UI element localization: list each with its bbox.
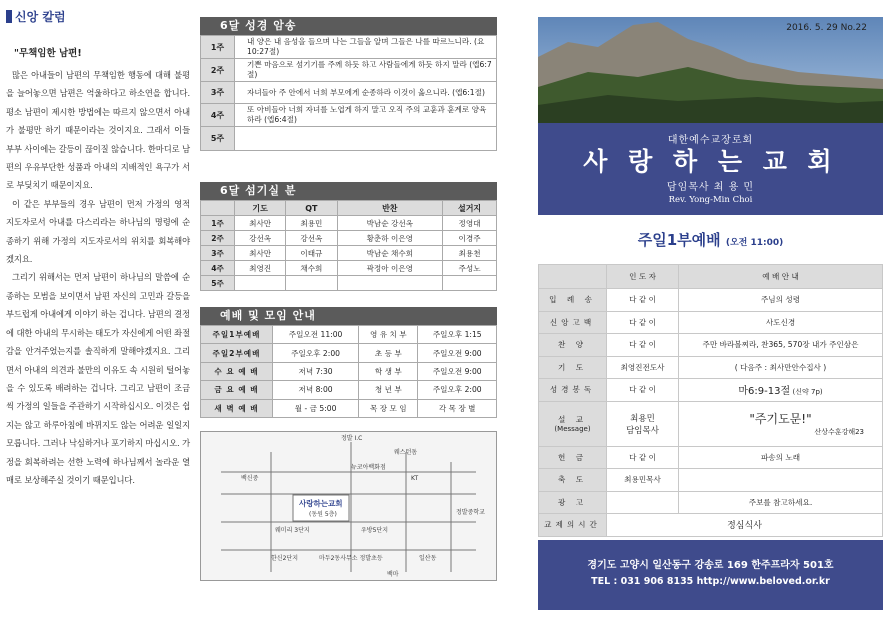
duty-cell: 최사만 [235, 216, 286, 231]
column-header: 반찬 [337, 201, 443, 216]
order-leader: 다 같 이 [607, 311, 679, 334]
order-label: 입 례 송 [539, 289, 607, 312]
table-row [539, 401, 883, 446]
order-content [679, 469, 883, 492]
order-leader [607, 491, 679, 514]
week-cell: 1주 [201, 36, 235, 59]
duty-cell: 이경주 [443, 231, 497, 246]
order-leader: 다 같 이 [607, 289, 679, 312]
faith-column [6, 8, 190, 613]
service-name: 주일1부예배 [201, 326, 273, 344]
map-label: 백마 [387, 570, 399, 578]
map-label: 일산동 [419, 554, 437, 562]
duty-cell: 정영대 [443, 216, 497, 231]
column-paragraph: 많은 아내들이 남편의 무책임한 행동에 대해 불평을 늘어놓으면 남편은 억울하다고 하소연을 합니다. 평소 남편이 제시한 방법에는 따르지 않으면서 아내가 불평만 하기 때문이라는 것이지요. 그래서 이들 부부 사이에는 갈등이 끊이질 않습니다. 한마디로 남편의 우유부단한 성품과 아내의 지배적인 욕구가 서로 부딪치기 때문이지요. [6, 70, 190, 191]
table-row [201, 381, 497, 399]
order-content: 주보를 참고하세요. [679, 491, 883, 514]
table-row [539, 514, 883, 537]
map-label: (동원 5층) [309, 510, 337, 518]
schedule-title: 예배 및 모임 안내 [200, 307, 497, 325]
order-content: 사도신경 [679, 311, 883, 334]
recitation-title: 6달 성경 암송 [200, 17, 497, 35]
verse-cell [235, 127, 497, 151]
denomination: 대한예수교장로회 [667, 135, 754, 146]
map-church-label: 사랑하는교회 [299, 498, 343, 508]
service-name: 새 벽 예 배 [201, 399, 273, 417]
week-cell: 2주 [201, 231, 235, 246]
service-name: 수 요 예 배 [201, 362, 273, 380]
duty-cell: 박남순 채수희 [337, 246, 443, 261]
column-header: 인 도 자 [607, 265, 679, 289]
order-label: 성경봉독 [539, 379, 607, 402]
duty-cell: 최용천 [443, 246, 497, 261]
map-label: 정발중학교 [456, 508, 485, 516]
service-name: 금 요 예 배 [201, 381, 273, 399]
duty-cell: 최영진 [235, 261, 286, 276]
schedule-table [200, 325, 497, 418]
duty-cell: 박남순 강선옥 [337, 216, 443, 231]
service-name: 주일2부예배 [201, 344, 273, 362]
service-time: 월 - 금 5:00 [273, 399, 359, 417]
mountain-photo [538, 17, 883, 123]
service-time: 저녁 7:30 [273, 362, 359, 380]
map-label: 백신중 [241, 474, 259, 482]
service-time: 주일오전 11:00 [273, 326, 359, 344]
table-row [201, 276, 497, 291]
table-row [201, 399, 497, 417]
column-header: 기도 [235, 201, 286, 216]
duty-table [200, 200, 497, 291]
map-label: 뉴코아백화점 [351, 463, 386, 471]
table-row [201, 231, 497, 246]
service-time: (오전 11:00) [725, 238, 784, 248]
column-header: QT [286, 201, 337, 216]
verse-cell: 또 아비들아 너희 자녀를 노엽게 하지 말고 오직 주의 교훈과 훈계로 양육하라 (엡6:4절) [235, 104, 497, 127]
order-content: 파송의 노래 [679, 446, 883, 469]
pastor-name: 담임목사 최 용 민 [666, 182, 755, 193]
duty-cell: 강선옥 [286, 231, 337, 246]
worship-order-table [538, 264, 883, 537]
table-row [539, 311, 883, 334]
table-row [201, 344, 497, 362]
heading-bar-icon [6, 10, 12, 23]
order-content: 주님의 성령 [679, 289, 883, 312]
map-label: 웨미리 3단지 [275, 526, 310, 534]
group-name: 영 유 치 부 [359, 326, 418, 344]
table-row [201, 127, 497, 151]
church-contact: TEL : 031 906 8135 http://www.beloved.or.kr [591, 575, 830, 587]
table-row [201, 36, 497, 59]
map-label: KT [411, 474, 419, 482]
order-label: 신앙고백 [539, 311, 607, 334]
order-leader: 최용민목사 [607, 469, 679, 492]
duty-cell: 최용민 [286, 216, 337, 231]
table-row [539, 469, 883, 492]
table-row [539, 334, 883, 357]
table-row [201, 59, 497, 82]
church-name: 사 랑 하 는 교 회 [583, 147, 838, 176]
duty-cell: 최사만 [235, 246, 286, 261]
group-name: 초 등 부 [359, 344, 418, 362]
week-cell: 5주 [201, 127, 235, 151]
table-row [201, 326, 497, 344]
group-name: 목 장 모 임 [359, 399, 418, 417]
order-leader: 최용민 담임목사 [607, 401, 679, 446]
middle-column [200, 17, 497, 581]
order-leader: 다 같 이 [607, 334, 679, 357]
cover-column [538, 17, 883, 610]
map-label: 웨스턴돔 [394, 448, 418, 456]
verse-cell: 자녀들아 주 안에서 너희 부모에게 순종하라 이것이 옳으니라. (엡6:1절) [235, 82, 497, 104]
verse-cell: 기쁜 마음으로 섬기기를 주께 하듯 하고 사람들에게 하듯 하지 말라 (엡6:7절) [235, 59, 497, 82]
table-header-row [201, 201, 497, 216]
duty-cell: 황춘하 이은영 [337, 231, 443, 246]
order-label: 광 고 [539, 491, 607, 514]
table-row [539, 289, 883, 312]
issue-date: 2016. 5. 29 No.22 [786, 23, 867, 33]
duty-cell: 주성노 [443, 261, 497, 276]
service-time: 각 목 장 별 [418, 399, 497, 417]
table-row [539, 356, 883, 379]
service-time: 주일오후 2:00 [418, 381, 497, 399]
map-drawing [201, 432, 496, 580]
column-header [201, 201, 235, 216]
service-title: 주일1부예배 (오전 11:00) [637, 231, 784, 249]
order-leader: 다 같 이 [607, 446, 679, 469]
order-label: 설 교 (Message) [539, 401, 607, 446]
week-cell: 1주 [201, 216, 235, 231]
table-row [201, 261, 497, 276]
church-banner [538, 123, 883, 215]
table-row [201, 362, 497, 380]
table-row [539, 446, 883, 469]
order-leader: 최영진전도사 [607, 356, 679, 379]
column-paragraph: 그리기 위해서는 먼저 남편이 하나님의 말씀에 순종하는 모범을 보이면서 남편 자신의 고민과 갈등을 부드럽게 아내에게 이야기 하는 겁니다. 남편의 결정에 대한 아내의 무시하는 태도가 자신에게 어떤 좌절감을 안겨주었는지를 솔직하게 말해야겠지요. 그리면서 아내의 의견과 불만의 이유도 속 시원히 털어놓을 수 있도록 배려하는 겁니다. 그리고 남편이 조금씩 가정의 일들을 주관하기 시작하십시오. 이것은 쉽지는 않고 하루아침에 바뀌지도 않는 어려운 일일지 모릅니다. 그러나 낙심하거나 포기하지 마십시오. 가정을 회복하려는 선한 노력에 하나님께서 놀라운 열매로 보상해주실 것이기 때문입니다. [6, 272, 190, 485]
table-row [201, 104, 497, 127]
order-label: 축 도 [539, 469, 607, 492]
duty-cell: 강선옥 [235, 231, 286, 246]
service-time: 주일오전 9:00 [418, 362, 497, 380]
church-address: 경기도 고양시 일산동구 강송로 169 한주프라자 501호 [587, 559, 834, 571]
order-label: 헌 금 [539, 446, 607, 469]
column-header: 설거지 [443, 201, 497, 216]
duty-cell [337, 276, 443, 291]
group-name: 학 생 부 [359, 362, 418, 380]
duty-title: 6달 섬기실 분 [200, 182, 497, 200]
week-cell: 3주 [201, 246, 235, 261]
duty-cell [286, 276, 337, 291]
duty-cell: 곽정아 이은영 [337, 261, 443, 276]
duty-cell: 채수희 [286, 261, 337, 276]
duty-cell [235, 276, 286, 291]
map-label: 우방5단지 [361, 526, 389, 534]
duty-cell [443, 276, 497, 291]
table-row [539, 379, 883, 402]
column-subtitle: "무책임한 남편! [14, 48, 82, 59]
duty-cell: 이태규 [286, 246, 337, 261]
order-label: 교제의시간 [539, 514, 607, 537]
service-time: 주일오후 2:00 [273, 344, 359, 362]
table-row [201, 246, 497, 261]
table-header-row [539, 265, 883, 289]
week-cell: 3주 [201, 82, 235, 104]
map-label: 정발 I.C [341, 434, 363, 442]
service-time: 주일오후 1:15 [418, 326, 497, 344]
week-cell: 4주 [201, 261, 235, 276]
order-content: 마6:9-13절 (신약 7p) [679, 379, 883, 402]
pastor-english-name: Rev. Yong-Min Choi [668, 195, 753, 205]
verse-cell: 내 양은 내 음성을 들으며 나는 그들을 알며 그들은 나를 따르느니라. (요10:27절) [235, 36, 497, 59]
column-paragraph: 이 같은 부부들의 경우 남편이 먼저 가정의 영적 지도자로서 아내를 다스리라는 하나님의 명령에 순종하기 위해 가정의 지도자로서의 위치를 회복해야겠지요. [6, 198, 190, 265]
table-row [201, 82, 497, 104]
order-label: 찬 양 [539, 334, 607, 357]
order-content: "주기도문!" 산상수훈강해23 [679, 401, 883, 446]
order-content: ( 다음주 : 최사만안수집사 ) [679, 356, 883, 379]
order-content: 주만 바라볼찌라, 찬365, 570장 내가 주인삼은 [679, 334, 883, 357]
map-label: 마두2동사무소 정발초등 [319, 554, 383, 562]
map-label: 한신2단지 [271, 554, 299, 562]
order-label: 기 도 [539, 356, 607, 379]
column-body [6, 66, 190, 489]
table-row [201, 216, 497, 231]
service-time: 주일오전 9:00 [418, 344, 497, 362]
church-footer [538, 540, 883, 610]
recitation-table [200, 35, 497, 151]
fellowship-text: 정심식사 [607, 514, 883, 537]
table-row [539, 491, 883, 514]
column-header: 예 배 안 내 [679, 265, 883, 289]
column-heading: 신앙 칼럼 [6, 8, 190, 25]
location-map [200, 431, 497, 581]
service-time: 저녁 8:00 [273, 381, 359, 399]
week-cell: 4주 [201, 104, 235, 127]
order-leader: 다 같 이 [607, 379, 679, 402]
group-name: 청 년 부 [359, 381, 418, 399]
week-cell: 5주 [201, 276, 235, 291]
week-cell: 2주 [201, 59, 235, 82]
